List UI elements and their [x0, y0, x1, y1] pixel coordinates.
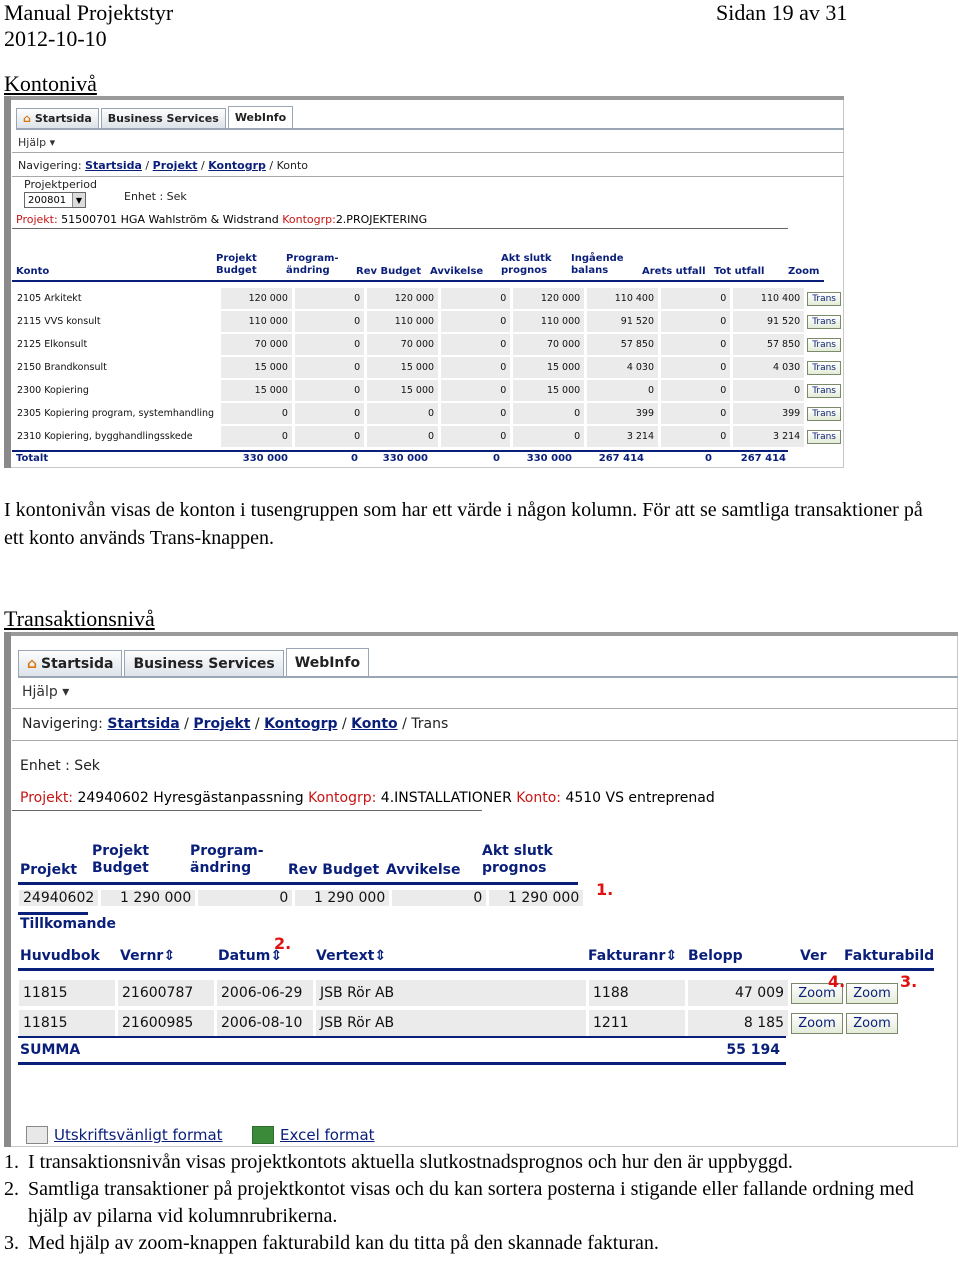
table-row — [13, 288, 841, 309]
konto-cell: 2300 Kopiering — [13, 380, 218, 401]
list-item: 2. Samtliga transaktioner på projektkontot visas och du kan sortera posterna i stigande eller fallande ordning med hjälp av pilarna vid kolumnrubrikerna. — [4, 1178, 914, 1227]
value-cell: 0 — [221, 403, 292, 424]
col-belopp: Belopp — [688, 948, 743, 964]
col-vertext[interactable]: Vertext⇕ — [316, 948, 387, 964]
value-cell: 57 850 — [587, 334, 658, 355]
page-number: Sidan 19 av 31 — [716, 0, 848, 25]
trans-button[interactable]: Trans — [807, 407, 841, 421]
value-cell: 15 000 — [221, 357, 292, 378]
home-icon: ⌂ — [27, 655, 38, 672]
tab-business-services[interactable]: Business Services — [101, 108, 226, 128]
marker-2: 2. — [274, 934, 292, 953]
sort-arrows-icon[interactable]: ⇕ — [163, 948, 176, 964]
value-cell: 399 — [733, 403, 804, 424]
value-cell: 0 — [441, 288, 510, 309]
value-cell: 110 000 — [221, 311, 292, 332]
value-cell: 0 — [587, 380, 658, 401]
value-cell: 110 400 — [587, 288, 658, 309]
trans-button[interactable]: Trans — [807, 361, 841, 375]
value-cell: 0 — [295, 288, 364, 309]
document-date: 2012-10-10 — [4, 26, 107, 51]
vertext-cell: JSB Rör AB — [316, 1010, 586, 1036]
ver-zoom-button[interactable]: Zoom — [791, 1013, 842, 1034]
zoom-cell — [846, 1010, 898, 1036]
value-cell: 0 — [441, 403, 510, 424]
breadcrumb-startsida[interactable]: Startsida — [85, 159, 142, 172]
tab-bar — [16, 108, 293, 128]
table-row — [13, 357, 841, 378]
tab-webinfo[interactable]: WebInfo — [228, 106, 293, 128]
vernr-cell: 21600787 — [118, 980, 214, 1006]
home-icon: ⌂ — [23, 112, 31, 125]
sum-col-akt-slutk-prognos: Akt slutk prognos — [482, 843, 553, 876]
section-title-kontoniva: Kontonivå — [4, 71, 97, 96]
value-cell: 0 — [295, 380, 364, 401]
screenshot-transaktionsniva — [4, 632, 958, 1147]
summary-row — [19, 890, 583, 906]
chevron-down-icon: ▼ — [72, 193, 85, 207]
value-cell: 0 — [367, 403, 438, 424]
value-cell: 3 214 — [587, 426, 658, 447]
konto-cell: 2150 Brandkonsult — [13, 357, 218, 378]
value-cell: 70 000 — [513, 334, 584, 355]
value-cell: 0 — [733, 380, 804, 401]
trans-cell — [807, 334, 841, 355]
excel-format-link[interactable]: Excel format — [252, 1126, 375, 1144]
value-cell: 3 214 — [733, 426, 804, 447]
value-cell: 91 520 — [733, 311, 804, 332]
sort-arrows-icon[interactable]: ⇕ — [270, 948, 283, 964]
print-friendly-link[interactable]: Utskriftsvänligt format — [26, 1126, 223, 1144]
col-konto: Konto — [16, 266, 50, 277]
breadcrumb-projekt[interactable]: Projekt — [152, 159, 198, 172]
col-program-andring: Program-ändring — [286, 253, 339, 276]
value-cell: 0 — [295, 334, 364, 355]
summa-value: 55 194 — [726, 1042, 780, 1058]
chevron-down-icon: ▾ — [62, 684, 70, 700]
zoom-cell — [846, 980, 898, 1006]
total-cell: 0 — [705, 453, 712, 464]
value-cell: 110 000 — [367, 311, 438, 332]
summary-cell: 1 290 000 — [489, 890, 583, 906]
col-ver: Ver — [800, 948, 827, 964]
paragraph-kontoniva: I kontonivån visas de konton i tusengruppen som har ett värde i någon kolumn. För att se samtliga transaktioner på ett konto används Trans-knappen. — [4, 499, 923, 549]
tab-business-services[interactable]: Business Services — [124, 650, 283, 676]
sort-arrows-icon[interactable]: ⇕ — [665, 948, 678, 964]
col-fakturanr[interactable]: Fakturanr⇕ — [588, 948, 678, 964]
section-title-transaktionsniva: Transaktionsnivå — [4, 606, 155, 631]
period-label: Projektperiod — [24, 178, 97, 191]
table-row — [13, 426, 841, 447]
breadcrumb-current: Konto — [276, 159, 309, 172]
trans-cell — [807, 380, 841, 401]
notes-list — [4, 1149, 954, 1257]
total-label: Totalt — [16, 453, 49, 464]
document-title: Manual Projektstyr — [4, 0, 174, 25]
trans-button[interactable]: Trans — [807, 315, 841, 329]
total-cell: 330 000 — [526, 453, 572, 464]
table-row — [13, 380, 841, 401]
unit-label: Enhet : Sek — [124, 190, 187, 203]
col-vernr[interactable]: Vernr⇕ — [120, 948, 176, 964]
konto-cell: 2310 Kopiering, bygghandlingsskede — [13, 426, 218, 447]
konto-cell: 2305 Kopiering program, systemhandling — [13, 403, 218, 424]
breadcrumb: Navigering: Startsida / Projekt / Kontogrp / Konto — [18, 159, 309, 172]
value-cell: 0 — [295, 357, 364, 378]
fakturanr-cell: 1211 — [589, 1010, 685, 1036]
huvudbok-cell: 11815 — [19, 980, 115, 1006]
marker-1: 1. — [596, 880, 614, 899]
value-cell: 0 — [295, 403, 364, 424]
breadcrumb-current: Trans — [411, 716, 449, 732]
value-cell: 0 — [661, 380, 730, 401]
col-datum[interactable]: Datum⇕ — [218, 948, 283, 964]
unit-label: Enhet : Sek — [20, 758, 100, 774]
total-cell: 0 — [351, 453, 358, 464]
total-cell: 0 — [493, 453, 500, 464]
value-cell: 15 000 — [513, 380, 584, 401]
konto-table — [10, 286, 844, 449]
col-avvikelse: Avvikelse — [430, 266, 484, 277]
value-cell: 15 000 — [221, 380, 292, 401]
value-cell: 0 — [295, 311, 364, 332]
tab-startsida[interactable]: ⌂ Startsida — [18, 650, 122, 676]
datum-cell: 2006-06-29 — [217, 980, 313, 1006]
breadcrumb-konto[interactable]: Konto — [351, 716, 398, 732]
sum-col-projekt: Projekt — [20, 862, 78, 878]
value-cell: 0 — [441, 426, 510, 447]
breadcrumb-projekt[interactable]: Projekt — [193, 716, 251, 732]
fakturanr-cell: 1188 — [589, 980, 685, 1006]
col-rev-budget: Rev Budget — [356, 266, 422, 277]
value-cell: 0 — [513, 426, 584, 447]
printer-icon — [26, 1126, 48, 1144]
project-line: Projekt: 51500701 HGA Wahlström & Widstrand Kontogrp:2.PROJEKTERING — [16, 213, 428, 226]
project-line: Projekt: 24940602 Hyresgästanpassning Kontogrp: 4.INSTALLATIONER Konto: 4510 VS entreprenad — [20, 790, 715, 806]
value-cell: 399 — [587, 403, 658, 424]
summary-cell: 1 290 000 — [295, 890, 389, 906]
sum-col-avvikelse: Avvikelse — [386, 862, 461, 878]
value-cell: 120 000 — [221, 288, 292, 309]
value-cell: 57 850 — [733, 334, 804, 355]
value-cell: 15 000 — [367, 380, 438, 401]
value-cell: 15 000 — [513, 357, 584, 378]
value-cell: 0 — [441, 311, 510, 332]
summary-cell: 0 — [392, 890, 486, 906]
huvudbok-cell: 11815 — [19, 1010, 115, 1036]
trans-cell — [807, 288, 841, 309]
marker-4: 4. — [828, 972, 846, 991]
tab-startsida[interactable]: ⌂ Startsida — [16, 108, 99, 128]
belopp-cell: 8 185 — [688, 1010, 788, 1036]
period-select[interactable]: 200801 ▼ — [24, 192, 86, 208]
value-cell: 120 000 — [513, 288, 584, 309]
col-tot-utfall: Tot utfall — [714, 266, 765, 277]
value-cell: 0 — [441, 380, 510, 401]
col-projekt-budget: Projekt Budget — [216, 253, 257, 276]
trans-button[interactable]: Trans — [807, 292, 841, 306]
breadcrumb: Navigering: Startsida / Projekt / Kontogrp / Konto / Trans — [22, 716, 449, 732]
value-cell: 0 — [661, 426, 730, 447]
fakturabild-zoom-button[interactable]: Zoom — [846, 983, 897, 1004]
table-row — [19, 1010, 898, 1036]
value-cell: 91 520 — [587, 311, 658, 332]
table-row — [13, 334, 841, 355]
breadcrumb-kontogrp[interactable]: Kontogrp — [208, 159, 266, 172]
konto-cell: 2115 VVS konsult — [13, 311, 218, 332]
value-cell: 0 — [661, 403, 730, 424]
value-cell: 110 000 — [513, 311, 584, 332]
value-cell: 0 — [441, 334, 510, 355]
value-cell: 120 000 — [367, 288, 438, 309]
sort-arrows-icon[interactable]: ⇕ — [374, 948, 387, 964]
sum-col-projekt-budget: Projekt Budget — [92, 843, 150, 876]
excel-icon — [252, 1126, 274, 1144]
list-item: 1. I transaktionsnivån visas projektkontots aktuella slutkostnadsprognos och hur den är uppbyggd. — [4, 1151, 793, 1173]
help-menu[interactable]: Hjälp ▾ — [18, 136, 56, 149]
breadcrumb-kontogrp[interactable]: Kontogrp — [264, 716, 338, 732]
belopp-cell: 47 009 — [688, 980, 788, 1006]
table-row — [19, 980, 898, 1006]
value-cell: 0 — [661, 334, 730, 355]
value-cell: 15 000 — [367, 357, 438, 378]
value-cell: 0 — [367, 426, 438, 447]
summary-cell: 0 — [198, 890, 292, 906]
tab-webinfo[interactable]: WebInfo — [286, 648, 369, 676]
value-cell: 0 — [661, 288, 730, 309]
trans-button[interactable]: Trans — [807, 384, 841, 398]
summary-cell: 24940602 — [19, 890, 98, 906]
list-item: 3. Med hjälp av zoom-knappen fakturabild kan du titta på den skannade fakturan. — [4, 1232, 659, 1254]
sum-col-program-andring: Program-ändring — [190, 843, 264, 876]
tab-bar — [18, 650, 369, 676]
trans-cell — [807, 403, 841, 424]
col-fakturabild: Fakturabild — [844, 948, 935, 964]
sum-col-rev-budget: Rev Budget — [288, 862, 380, 878]
trans-cell — [807, 357, 841, 378]
value-cell: 0 — [295, 426, 364, 447]
value-cell: 70 000 — [221, 334, 292, 355]
total-cell: 267 414 — [598, 453, 644, 464]
vernr-cell: 21600985 — [118, 1010, 214, 1036]
summary-cell: 1 290 000 — [101, 890, 195, 906]
table-row — [13, 403, 841, 424]
trans-cell — [807, 311, 841, 332]
value-cell: 0 — [441, 357, 510, 378]
tillkommande-label: Tillkomande — [20, 916, 117, 932]
value-cell: 0 — [513, 403, 584, 424]
total-cell: 267 414 — [740, 453, 786, 464]
summa-label: SUMMA — [20, 1042, 81, 1058]
zoom-cell — [791, 1010, 843, 1036]
value-cell: 0 — [661, 357, 730, 378]
value-cell: 4 030 — [733, 357, 804, 378]
col-ingaende-balans: Ingående balans — [571, 253, 624, 276]
konto-cell: 2105 Arkitekt — [13, 288, 218, 309]
total-cell: 330 000 — [242, 453, 288, 464]
ver-zoom-button[interactable]: Zoom — [791, 983, 842, 1004]
trans-button[interactable]: Trans — [807, 338, 841, 352]
value-cell: 70 000 — [367, 334, 438, 355]
chevron-down-icon: ▾ — [49, 136, 56, 149]
datum-cell: 2006-08-10 — [217, 1010, 313, 1036]
total-cell: 330 000 — [382, 453, 428, 464]
value-cell: 4 030 — [587, 357, 658, 378]
col-arets-utfall: Arets utfall — [642, 266, 706, 277]
screenshot-kontoniva — [4, 96, 844, 468]
vertext-cell: JSB Rör AB — [316, 980, 586, 1006]
col-huvudbok[interactable]: Huvudbok — [20, 948, 100, 964]
marker-3: 3. — [900, 972, 918, 991]
value-cell: 0 — [661, 311, 730, 332]
trans-button[interactable]: Trans — [807, 430, 841, 444]
col-zoom: Zoom — [788, 266, 820, 277]
col-akt-slutk-prognos: Akt slutk prognos — [501, 253, 552, 276]
value-cell: 110 400 — [733, 288, 804, 309]
summary-table — [16, 888, 586, 908]
value-cell: 0 — [221, 426, 292, 447]
help-menu[interactable]: Hjälp ▾ — [22, 684, 70, 700]
trans-cell — [807, 426, 841, 447]
table-row — [13, 311, 841, 332]
konto-cell: 2125 Elkonsult — [13, 334, 218, 355]
fakturabild-zoom-button[interactable]: Zoom — [846, 1013, 897, 1034]
transaction-table — [16, 976, 901, 1040]
breadcrumb-startsida[interactable]: Startsida — [107, 716, 180, 732]
